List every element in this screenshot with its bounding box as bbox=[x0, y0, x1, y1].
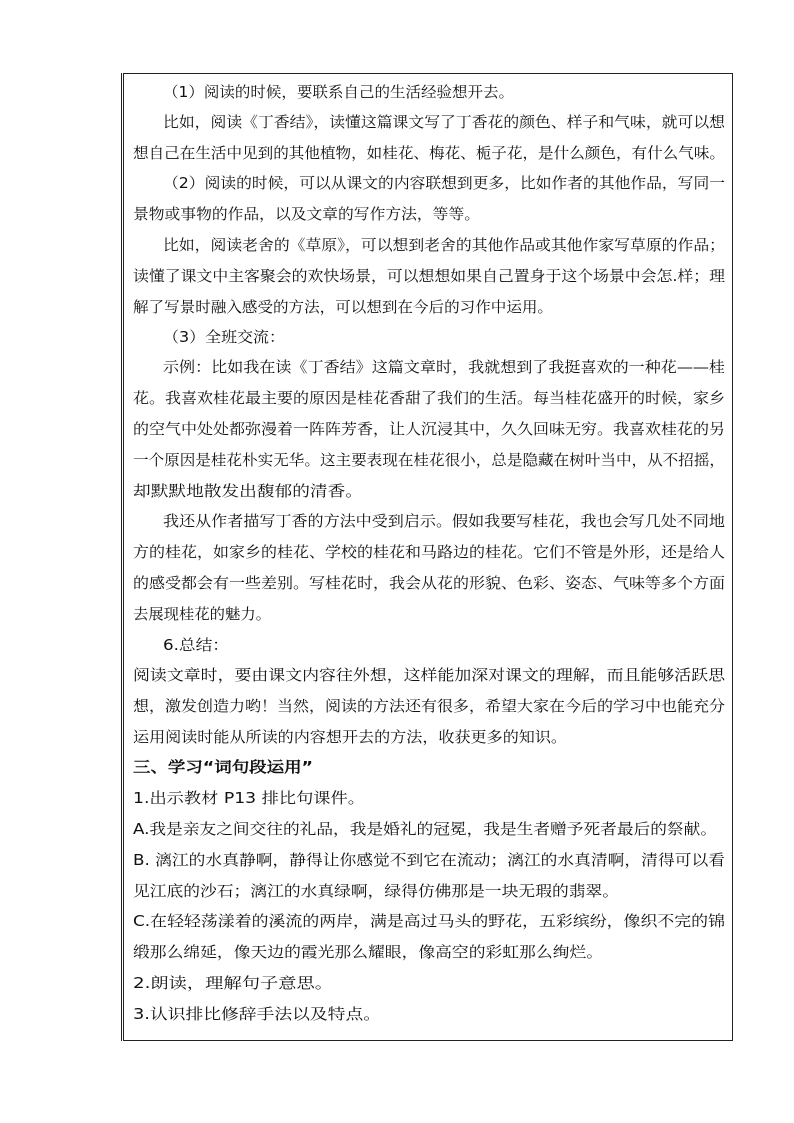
paragraph-line: 3.认识排比修辞手法以及特点。 bbox=[133, 1005, 381, 1023]
paragraph-line: 想自己在生活中见到的其他植物，如桂花、梅花、栀子花，是什么颜色，有什么气味。 bbox=[133, 144, 725, 162]
paragraph-line: （3）全班交流： bbox=[163, 328, 285, 346]
paragraph-line: 却默默地散发出馥郁的清香。 bbox=[133, 482, 363, 500]
paragraph-line: 示例：比如我在读《丁香结》这篇文章时，我就想到了我挺喜欢的一种花——桂 bbox=[163, 358, 725, 376]
paragraph-line: 的感受都会有一些差别。写桂花时，我会从花的形貌、色彩、姿态、气味等多个方面 bbox=[133, 574, 725, 592]
paragraph-line: 阅读文章时，要由课文内容往外想，这样能加深对课文的理解，而且能够活跃思 bbox=[133, 666, 725, 684]
paragraph-line: 比如，阅读老舍的《草原》，可以想到老舍的其他作品或其他作家写草原的作品； bbox=[163, 236, 725, 254]
table-left-border bbox=[121, 73, 122, 1041]
paragraph-line: 2.朗读，理解句子意思。 bbox=[133, 974, 333, 992]
paragraph-line: C.在轻轻荡漾着的溪流的两岸，满是高过马头的野花，五彩缤纷，像织不完的锦 bbox=[133, 912, 725, 930]
paragraph-line: （2）阅读的时候，可以从课文的内容联想到更多，比如作者的其他作品，写同一 bbox=[163, 174, 725, 192]
paragraph-line: 三、学习“词句段运用” bbox=[133, 758, 313, 776]
paragraph-line: 的空气中处处都弥漫着一阵阵芳香，让人沉浸其中，久久回味无穷。我喜欢桂花的另 bbox=[133, 420, 725, 438]
paragraph-line: （1）阅读的时候，要联系自己的生活经验想开去。 bbox=[163, 83, 514, 101]
paragraph-line: 读懂了课文中主客聚会的欢快场景，可以想想如果自己置身于这个场景中会怎.样；理 bbox=[133, 267, 725, 285]
paragraph-line: 我还从作者描写丁香的方法中受到启示。假如我要写桂花，我也会写几处不同地 bbox=[163, 512, 725, 530]
paragraph-line: 6.总结： bbox=[163, 636, 229, 654]
paragraph-line: 1.出示教材 P13 排比句课件。 bbox=[133, 789, 365, 807]
paragraph-line: 一个原因是桂花朴实无华。这主要表现在桂花很小，总是隐藏在树叶当中，从不招摇， bbox=[133, 451, 725, 469]
paragraph-line: 想，激发创造力哟！当然，阅读的方法还有很多，希望大家在今后的学习中也能充分 bbox=[133, 697, 725, 715]
paragraph-line: A.我是亲友之间交往的礼品，我是婚礼的冠冕，我是生者赠予死者最后的祭献。 bbox=[133, 820, 717, 838]
paragraph-line: 见江底的沙石；漓江的水真绿啊，绿得仿佛那是一块无瑕的翡翠。 bbox=[133, 882, 619, 900]
paragraph-line: 景物或事物的作品，以及文章的写作方法，等等。 bbox=[133, 205, 480, 223]
paragraph-line: 比如，阅读《丁香结》，读懂这篇课文写了丁香花的颜色、样子和气味，就可以想 bbox=[163, 113, 725, 131]
paragraph-line: 去展现桂花的魅力。 bbox=[133, 605, 271, 623]
paragraph-line: 运用阅读时能从所读的内容想开去的方法，收获更多的知识。 bbox=[133, 728, 567, 746]
paragraph-line: B. 漓江的水真静啊，静得让你感觉不到它在流动；漓江的水真清啊，清得可以看 bbox=[133, 851, 725, 869]
paragraph-line: 方的桂花，如家乡的桂花、学校的桂花和马路边的桂花。它们不管是外形，还是给人 bbox=[133, 543, 725, 561]
paragraph-line: 解了写景时融入感受的方法，可以想到在今后的习作中运用。 bbox=[133, 298, 553, 316]
paragraph-line: 缎那么绵延，像天边的霞光那么耀眼，像高空的彩虹那么绚烂。 bbox=[133, 943, 603, 961]
paragraph-line: 花。我喜欢桂花最主要的原因是桂花香甜了我们的生活。每当桂花盛开的时候，家乡 bbox=[133, 389, 725, 407]
